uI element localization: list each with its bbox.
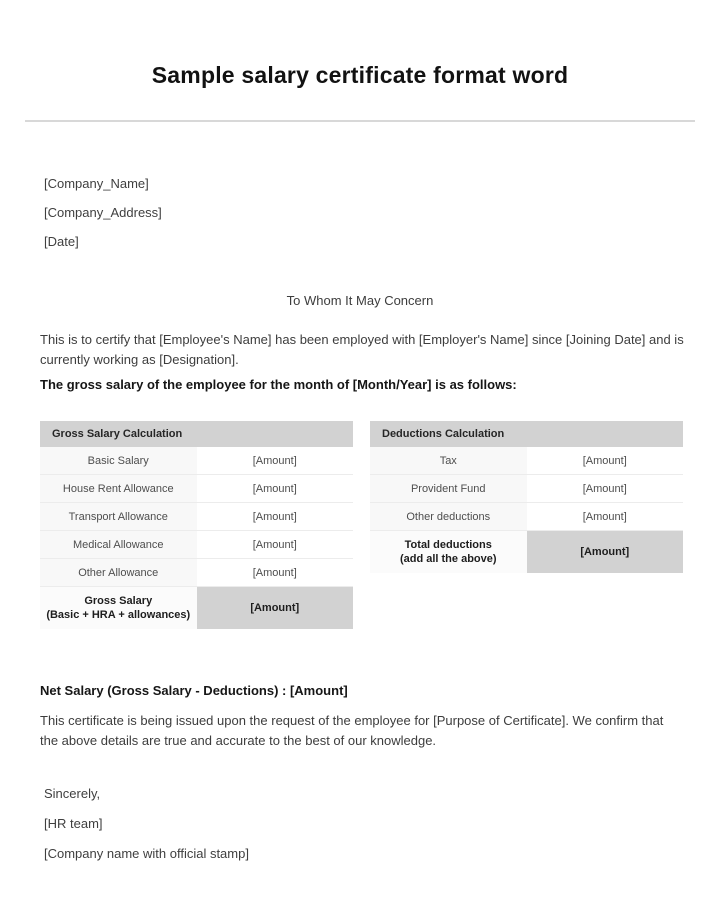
row-label: Transport Allowance [40,503,197,531]
deductions-total-amount: [Amount] [527,531,684,573]
gross-table-header: Gross Salary Calculation [40,421,353,447]
table-row [370,475,683,503]
deductions-total-label-line2: (add all the above) [399,553,497,565]
sincerely-line: Sincerely, [44,786,101,801]
gross-total-amount: [Amount] [197,587,354,629]
deductions-total-label [370,531,527,573]
row-amount: [Amount] [197,503,354,531]
row-amount: [Amount] [197,447,354,475]
row-label: Medical Allowance [40,531,197,559]
table-row [370,503,683,531]
row-label: Provident Fund [370,475,527,503]
date-placeholder: [Date] [44,234,79,249]
company-stamp-placeholder: [Company name with official stamp] [44,846,249,861]
company-address-placeholder: [Company_Address] [44,205,162,220]
certification-paragraph: This is to certify that [Employee's Name] has been employed with [Employer's Name] since [Joining Date] and is currently working as [Designation]. [40,332,684,367]
deductions-table-header: Deductions Calculation [370,421,683,447]
salary-tables-section [40,421,684,629]
table-row [40,475,353,503]
gross-total-row [40,587,353,629]
row-label: House Rent Allowance [40,475,197,503]
row-amount: [Amount] [527,447,684,475]
deductions-total-row [370,531,683,573]
row-amount: [Amount] [527,475,684,503]
company-name-placeholder: [Company_Name] [44,176,149,191]
deductions-table [370,421,683,573]
table-row [40,531,353,559]
net-salary-line: Net Salary (Gross Salary - Deductions) : [Amount] [40,683,348,698]
deductions-total-label-line1: Total deductions [404,539,492,551]
salutation-line: To Whom It May Concern [286,293,434,308]
gross-salary-heading: The gross salary of the employee for the month of [Month/Year] is as follows: [40,377,517,392]
row-amount: [Amount] [527,503,684,531]
row-amount: [Amount] [197,475,354,503]
table-row [40,447,353,475]
row-label: Other Allowance [40,559,197,587]
closing-block [44,787,249,877]
row-amount: [Amount] [197,559,354,587]
gross-total-label [40,587,197,629]
letterhead-block [44,177,162,264]
row-label: Tax [370,447,527,475]
page-title: Sample salary certificate format word [151,62,569,88]
row-amount: [Amount] [197,531,354,559]
table-row [40,503,353,531]
gross-salary-table [40,421,353,629]
row-label: Other deductions [370,503,527,531]
gross-total-label-line1: Gross Salary [84,595,153,607]
row-label: Basic Salary [40,447,197,475]
title-divider [25,120,695,122]
hr-team-placeholder: [HR team] [44,816,103,831]
table-row [40,559,353,587]
gross-total-label-line2: (Basic + HRA + allowances) [46,609,191,621]
table-row [370,447,683,475]
confirmation-paragraph: This certificate is being issued upon the request of the employee for [Purpose of Certificate]. We confirm that the above details are true and accurate to the best of our knowledge. [40,713,664,748]
